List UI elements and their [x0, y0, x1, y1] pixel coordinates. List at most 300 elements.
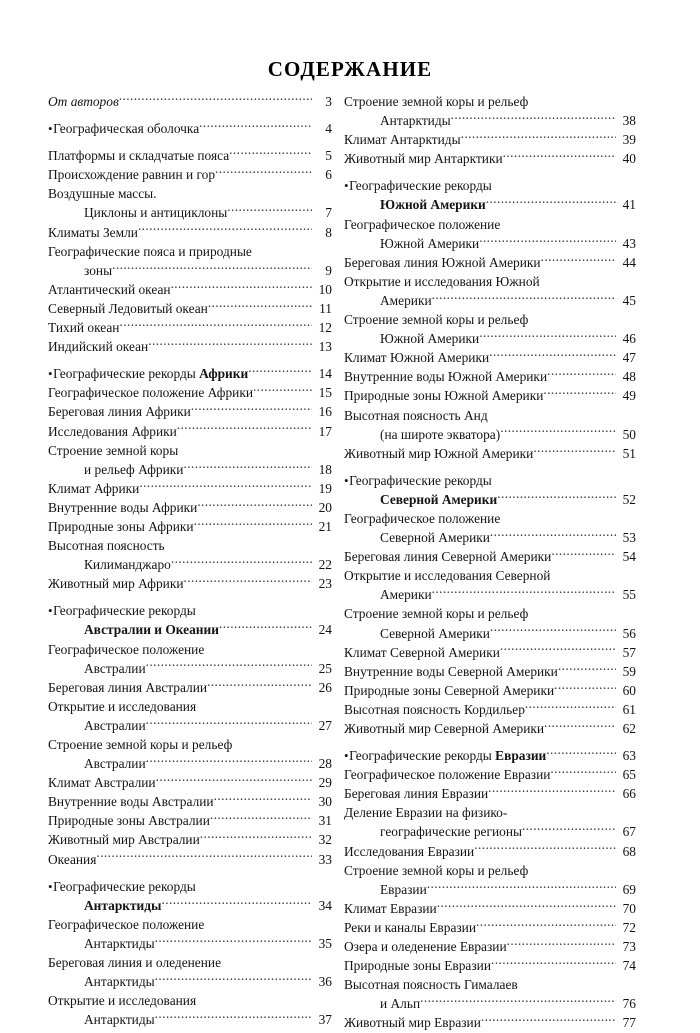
- toc-entry-text: Высотная поясность: [48, 538, 165, 554]
- toc-page-number: 76: [622, 996, 636, 1012]
- dot-leader: [507, 938, 616, 951]
- toc-entry[interactable]: [344, 111, 636, 130]
- dot-leader: [488, 406, 616, 419]
- toc-entry[interactable]: [48, 261, 332, 280]
- toc-entry[interactable]: [48, 479, 332, 498]
- toc-entry-text: Природные зоны Северной Америки: [344, 682, 555, 698]
- toc-entry-label: [344, 585, 432, 604]
- toc-entry[interactable]: [344, 215, 636, 234]
- toc-entry[interactable]: [48, 915, 332, 934]
- dot-leader: [525, 701, 616, 714]
- toc-entry[interactable]: [344, 547, 636, 566]
- bullet-icon: •: [344, 472, 349, 488]
- toc-entry-text: Открытие и исследования: [48, 993, 197, 1009]
- toc-entry[interactable]: [344, 899, 636, 918]
- toc-entry[interactable]: [344, 880, 636, 899]
- toc-entry[interactable]: [48, 318, 332, 337]
- toc-entry[interactable]: [344, 444, 636, 463]
- toc-entry[interactable]: [48, 773, 332, 792]
- toc-entry[interactable]: [344, 425, 636, 444]
- toc-entry[interactable]: [344, 861, 636, 880]
- toc-entry[interactable]: [48, 972, 332, 991]
- bullet-icon: •: [48, 603, 53, 619]
- toc-entry-text: Антарктиды: [380, 113, 451, 129]
- toc-entry[interactable]: [48, 754, 332, 773]
- dot-leader: [558, 662, 616, 675]
- dot-leader: [432, 586, 616, 599]
- toc-entry-label: [344, 784, 488, 803]
- toc-page-number: 31: [318, 813, 332, 829]
- dot-leader: [540, 272, 616, 285]
- toc-entry[interactable]: [344, 386, 636, 405]
- toc-page-number: 34: [318, 897, 332, 913]
- dot-leader: [232, 736, 311, 749]
- dot-leader: [184, 575, 312, 588]
- toc-entry-label: [48, 119, 199, 138]
- toc-entry-label: [48, 184, 157, 203]
- dot-leader: [500, 510, 615, 523]
- toc-page-number: 59: [622, 663, 636, 679]
- dot-leader: [528, 311, 615, 324]
- toc-page-number: 60: [622, 682, 636, 698]
- dot-leader: [210, 812, 312, 825]
- toc-entry-text: Строение земной коры и рельеф: [344, 312, 529, 328]
- toc-entry-label: [344, 215, 500, 234]
- toc-entry-text: Океания: [48, 851, 97, 867]
- dot-leader: [253, 384, 311, 397]
- toc-page-number: 33: [318, 851, 332, 867]
- toc-page-number: 51: [622, 445, 636, 461]
- toc-column-right: [344, 92, 636, 1033]
- toc-entry[interactable]: [48, 850, 332, 869]
- toc-entry[interactable]: [344, 585, 636, 604]
- toc-entry-label: [344, 490, 497, 509]
- toc-page-number: 21: [318, 518, 332, 534]
- toc-entry-label: [344, 822, 522, 841]
- dot-leader: [196, 992, 311, 1005]
- toc-entry[interactable]: [344, 92, 636, 111]
- toc-entry[interactable]: [48, 555, 332, 574]
- bullet-icon: •: [48, 366, 53, 382]
- dot-leader: [196, 877, 312, 890]
- bullet-icon: •: [344, 178, 349, 194]
- dot-leader: [486, 196, 616, 209]
- dot-leader: [248, 365, 311, 378]
- toc-entry-label: [344, 425, 500, 444]
- toc-entry-label: [344, 272, 540, 291]
- toc-page-number: 61: [622, 701, 636, 717]
- toc-page-number: 35: [318, 935, 332, 951]
- toc-entry[interactable]: [48, 1010, 332, 1029]
- dot-leader: [252, 242, 312, 255]
- toc-entry[interactable]: [48, 441, 332, 460]
- toc-entry[interactable]: [48, 934, 332, 953]
- toc-entry-label: [48, 479, 139, 498]
- toc-entry[interactable]: [48, 877, 332, 896]
- toc-entry[interactable]: [344, 937, 636, 956]
- toc-entry-text: зоны: [84, 262, 113, 278]
- toc-entry[interactable]: [344, 784, 636, 803]
- dot-leader: [451, 112, 616, 125]
- toc-page-number: 3: [325, 94, 332, 109]
- toc-entry-text: Береговая линия Северной Америки: [344, 549, 552, 565]
- toc-page-number: 8: [325, 224, 332, 240]
- toc-entry[interactable]: [344, 975, 636, 994]
- toc-entry[interactable]: [344, 643, 636, 662]
- toc-entry-label: [344, 386, 543, 405]
- dot-leader: [177, 422, 312, 435]
- toc-entry-label: [48, 517, 194, 536]
- toc-entry[interactable]: [344, 662, 636, 681]
- toc-page-number: 20: [318, 499, 332, 515]
- toc-entry[interactable]: [48, 697, 332, 716]
- toc-entry-label: [48, 811, 210, 830]
- toc-entry[interactable]: [344, 234, 636, 253]
- toc-entry-label: [344, 1013, 481, 1032]
- toc-entry[interactable]: [344, 918, 636, 937]
- toc-entry-label: [344, 994, 420, 1013]
- toc-entry-label: [48, 280, 171, 299]
- toc-page-number: 68: [622, 843, 636, 859]
- toc-entry-label: [344, 643, 500, 662]
- dot-leader: [148, 338, 311, 351]
- toc-entry-label: [48, 92, 119, 111]
- toc-entry[interactable]: [48, 203, 332, 222]
- toc-entry-text: Америки: [380, 292, 432, 308]
- toc-entry[interactable]: [48, 640, 332, 659]
- toc-entry-label: [48, 318, 119, 337]
- toc-page-number: 66: [622, 786, 636, 802]
- toc-entry[interactable]: [48, 165, 332, 184]
- dot-leader: [196, 697, 311, 710]
- dot-leader: [432, 292, 616, 305]
- toc-entry[interactable]: [344, 624, 636, 643]
- toc-entry-text: Антарктиды: [84, 1012, 155, 1028]
- toc-entry-label: [344, 765, 550, 784]
- toc-entry-text: Животный мир Австралии: [48, 832, 200, 848]
- toc-entry-label: [48, 659, 146, 678]
- toc-entry-text: Озера и оледенение Евразии: [344, 939, 507, 955]
- toc-entry-region-name: Австралии и Океании: [84, 622, 219, 638]
- toc-entry-text: Строение земной коры и рельеф: [344, 94, 529, 109]
- toc-entry-region-name: Евразии: [495, 748, 547, 764]
- dot-leader: [479, 330, 615, 343]
- toc-entry-label: [344, 329, 479, 348]
- toc-entry[interactable]: [344, 681, 636, 700]
- toc-entry-label: [344, 348, 489, 367]
- toc-entry[interactable]: [344, 509, 636, 528]
- toc-entry-label: [344, 918, 476, 937]
- dot-leader: [476, 919, 615, 932]
- dot-leader: [474, 842, 615, 855]
- toc-entry-text: Климат Евразии: [344, 900, 437, 916]
- toc-entry-label: [48, 773, 156, 792]
- dot-leader: [488, 785, 615, 798]
- toc-entry[interactable]: [48, 364, 332, 383]
- toc-entry-label: [344, 547, 551, 566]
- toc-entry-label: [48, 555, 171, 574]
- toc-entry-label: [48, 402, 191, 421]
- toc-entry[interactable]: [344, 272, 636, 291]
- toc-entry-text: Климат Африки: [48, 480, 140, 496]
- toc-entry[interactable]: [48, 574, 332, 593]
- toc-entry[interactable]: [48, 184, 332, 203]
- toc-entry-label: [48, 915, 204, 934]
- toc-entry-label: [344, 149, 503, 168]
- toc-entry-text: Географические рекорды: [349, 178, 492, 194]
- dot-leader: [550, 567, 615, 580]
- toc-entry[interactable]: [344, 130, 636, 149]
- dot-leader: [215, 166, 311, 179]
- toc-entry[interactable]: [48, 896, 332, 915]
- toc-entry-label: [344, 719, 544, 738]
- dot-leader: [437, 899, 616, 912]
- dot-leader: [178, 441, 311, 454]
- dot-leader: [183, 460, 311, 473]
- toc-entry[interactable]: [344, 719, 636, 738]
- page-title: СОДЕРЖАНИЕ: [267, 57, 433, 81]
- toc-entry[interactable]: [344, 253, 636, 272]
- toc-entry-text: Береговая линия Евразии: [344, 786, 489, 802]
- toc-page-number: 27: [318, 717, 332, 733]
- toc-entry[interactable]: [48, 735, 332, 754]
- toc-entry-text: Береговая линия Южной Америки: [344, 254, 541, 270]
- toc-entry-label: [48, 830, 200, 849]
- toc-entry[interactable]: [48, 536, 332, 555]
- toc-entry[interactable]: [48, 223, 332, 242]
- toc-entry-text: Природные зоны Австралии: [48, 813, 210, 829]
- toc-page-number: 63: [622, 748, 636, 764]
- toc-entry[interactable]: [48, 830, 332, 849]
- toc-page-number: 52: [622, 491, 636, 507]
- toc-entry-label: [344, 176, 492, 195]
- dot-leader: [554, 681, 615, 694]
- toc-entry-label: [48, 991, 196, 1010]
- toc-entry[interactable]: [344, 746, 636, 765]
- toc-entry-label: [344, 367, 547, 386]
- toc-entry-region-name: Африки: [199, 366, 249, 382]
- toc-entry-text: Австралии: [84, 717, 146, 733]
- toc-entry-text: Южной Америки: [380, 235, 480, 251]
- toc-entry-text: Береговая линия и оледенение: [48, 955, 222, 971]
- toc-page-number: 50: [622, 426, 636, 442]
- dot-leader: [533, 444, 615, 457]
- dot-leader: [171, 556, 312, 569]
- toc-entry[interactable]: [48, 716, 332, 735]
- toc-page-number: 11: [319, 300, 332, 316]
- dot-leader: [221, 954, 311, 967]
- toc-entry[interactable]: [48, 991, 332, 1010]
- toc-page-number: 65: [622, 767, 636, 783]
- toc-page-number: 69: [622, 881, 636, 897]
- toc-entry-label: [48, 165, 215, 184]
- toc-entry-label: [48, 735, 232, 754]
- toc-entry[interactable]: [344, 471, 636, 490]
- toc-entry-text: Природные зоны Южной Америки: [344, 388, 544, 404]
- toc-entry[interactable]: [48, 383, 332, 402]
- toc-page-number: 13: [318, 339, 332, 355]
- dot-leader: [461, 131, 616, 144]
- toc-entry[interactable]: [48, 337, 332, 356]
- toc-entry[interactable]: [344, 803, 636, 822]
- toc-page-number: 4: [325, 121, 332, 137]
- toc-entry[interactable]: [344, 528, 636, 547]
- toc-entry[interactable]: [344, 994, 636, 1013]
- toc-entry-label: [48, 601, 196, 620]
- toc-page-number: 55: [622, 587, 636, 603]
- toc-entry-text: Исследования Африки: [48, 423, 177, 439]
- toc-entry-text: От авторов: [48, 94, 119, 109]
- toc-entry-label: [48, 242, 252, 261]
- toc-page-number: 45: [622, 292, 636, 308]
- dot-leader: [208, 300, 312, 313]
- toc-page-number: 16: [318, 404, 332, 420]
- dot-leader: [199, 120, 311, 133]
- toc-entry[interactable]: [48, 811, 332, 830]
- toc-entry-label: [344, 681, 554, 700]
- toc-entry-label: [344, 234, 479, 253]
- toc-page-number: 39: [622, 132, 636, 148]
- toc-entry-label: [344, 937, 507, 956]
- toc-page-number: 57: [622, 644, 636, 660]
- toc-page-number: 26: [318, 679, 332, 695]
- toc-entry-label: [344, 880, 427, 899]
- dot-leader: [528, 93, 615, 106]
- toc-entry-text: Деление Евразии на физико-: [344, 805, 508, 821]
- toc-entry[interactable]: [344, 490, 636, 509]
- dot-leader: [546, 747, 615, 760]
- toc-entry[interactable]: [48, 299, 332, 318]
- toc-entry[interactable]: [48, 498, 332, 517]
- toc-entry-text: Географическое положение Африки: [48, 385, 254, 401]
- dot-leader: [522, 823, 615, 836]
- toc-entry-text: Географические рекорды: [53, 878, 196, 894]
- dot-leader: [119, 93, 312, 106]
- toc-entry-label: [48, 896, 162, 915]
- toc-entry-text: Береговая линия Австралии: [48, 679, 208, 695]
- toc-entry[interactable]: [48, 402, 332, 421]
- toc-entry[interactable]: [344, 566, 636, 585]
- dot-leader: [551, 548, 615, 561]
- toc-entry-text: Географические рекорды: [53, 366, 200, 382]
- toc-entry[interactable]: [344, 822, 636, 841]
- toc-page-number: 19: [318, 480, 332, 496]
- toc-entry[interactable]: [344, 149, 636, 168]
- toc-entry[interactable]: [344, 310, 636, 329]
- toc-page-number: 15: [318, 385, 332, 401]
- dot-leader: [492, 471, 616, 484]
- toc-entry[interactable]: [48, 242, 332, 261]
- toc-page-number: 37: [318, 1012, 332, 1028]
- toc-entry-text: Внутренние воды Австралии: [48, 794, 214, 810]
- toc-entry[interactable]: [48, 119, 332, 138]
- toc-entry-text: Географическая оболочка: [53, 121, 200, 137]
- toc-entry-label: [344, 842, 474, 861]
- toc-entry[interactable]: [344, 700, 636, 719]
- toc-entry-text: Америки: [380, 587, 432, 603]
- toc-entry[interactable]: [344, 329, 636, 348]
- toc-entry-text: Северный Ледовитый океан: [48, 300, 208, 316]
- dot-leader: [157, 185, 312, 198]
- dot-leader: [162, 896, 312, 909]
- toc-entry-label: [344, 406, 488, 425]
- toc-entry[interactable]: [344, 367, 636, 386]
- toc-entry-label: [48, 223, 138, 242]
- dot-leader: [229, 147, 311, 160]
- toc-entry[interactable]: [48, 953, 332, 972]
- toc-entry[interactable]: [48, 601, 332, 620]
- dot-leader: [155, 973, 312, 986]
- toc-page-number: 14: [318, 366, 332, 382]
- toc-entry-text: Южной Америки: [380, 331, 480, 347]
- toc-entry[interactable]: [48, 620, 332, 639]
- toc-entry-text: Географическое положение: [48, 641, 205, 657]
- toc-entry-text: Климат Антарктиды: [344, 132, 461, 148]
- toc-entry-label: [48, 383, 253, 402]
- toc-entry-label: [48, 364, 248, 383]
- toc-entry-text: Береговая линия Африки: [48, 404, 191, 420]
- toc-page-number: 67: [622, 824, 636, 840]
- dot-leader: [481, 1014, 616, 1027]
- toc-entry[interactable]: [344, 604, 636, 623]
- toc-entry-text: Антарктиды: [84, 935, 155, 951]
- toc-entry[interactable]: [344, 765, 636, 784]
- toc-entry[interactable]: [344, 176, 636, 195]
- toc-entry[interactable]: [344, 1013, 636, 1032]
- toc-entry[interactable]: [48, 422, 332, 441]
- toc-entry-text: Географические рекорды: [349, 472, 492, 488]
- dot-leader: [112, 261, 311, 274]
- toc-page-number: 32: [318, 832, 332, 848]
- toc-entry[interactable]: [48, 517, 332, 536]
- toc-entry[interactable]: [48, 460, 332, 479]
- toc-entry-region-name: Антарктиды: [84, 897, 162, 913]
- toc-entry[interactable]: [344, 348, 636, 367]
- toc-entry[interactable]: [344, 842, 636, 861]
- toc-entry-label: [344, 861, 528, 880]
- toc-page-number: 9: [325, 262, 332, 278]
- toc-entry[interactable]: [48, 792, 332, 811]
- toc-entry[interactable]: [48, 678, 332, 697]
- toc-entry-text: Животный мир Евразии: [344, 1015, 481, 1031]
- toc-entry-text: Антарктиды: [84, 974, 155, 990]
- toc-entry-text: Евразии: [380, 881, 427, 897]
- toc-entry-label: [344, 604, 528, 623]
- toc-entry[interactable]: [344, 195, 636, 214]
- toc-entry[interactable]: [48, 146, 332, 165]
- toc-page-number: 70: [622, 900, 636, 916]
- toc-entry-text: Воздушные массы.: [48, 186, 157, 202]
- toc-entry[interactable]: [344, 406, 636, 425]
- toc-page-number: 22: [318, 557, 332, 573]
- toc-entry[interactable]: [344, 956, 636, 975]
- toc-entry-text: Высотная поясность Кордильер: [344, 701, 525, 717]
- toc-entry[interactable]: [48, 92, 332, 111]
- toc-entry-label: [48, 203, 227, 222]
- toc-entry-text: Северной Америки: [380, 530, 490, 546]
- toc-page-number: 23: [318, 576, 332, 592]
- toc-entry-text: Северной Америки: [380, 625, 490, 641]
- toc-page-number: 48: [622, 369, 636, 385]
- toc-page-number: 30: [318, 794, 332, 810]
- dot-leader: [479, 234, 615, 247]
- toc-entry-label: [48, 498, 197, 517]
- toc-entry[interactable]: [48, 659, 332, 678]
- toc-entry-text: и Альп: [380, 996, 421, 1012]
- toc-entry[interactable]: [48, 280, 332, 299]
- toc-entry[interactable]: [344, 291, 636, 310]
- toc-entry-region-name: Южной Америки: [380, 197, 486, 213]
